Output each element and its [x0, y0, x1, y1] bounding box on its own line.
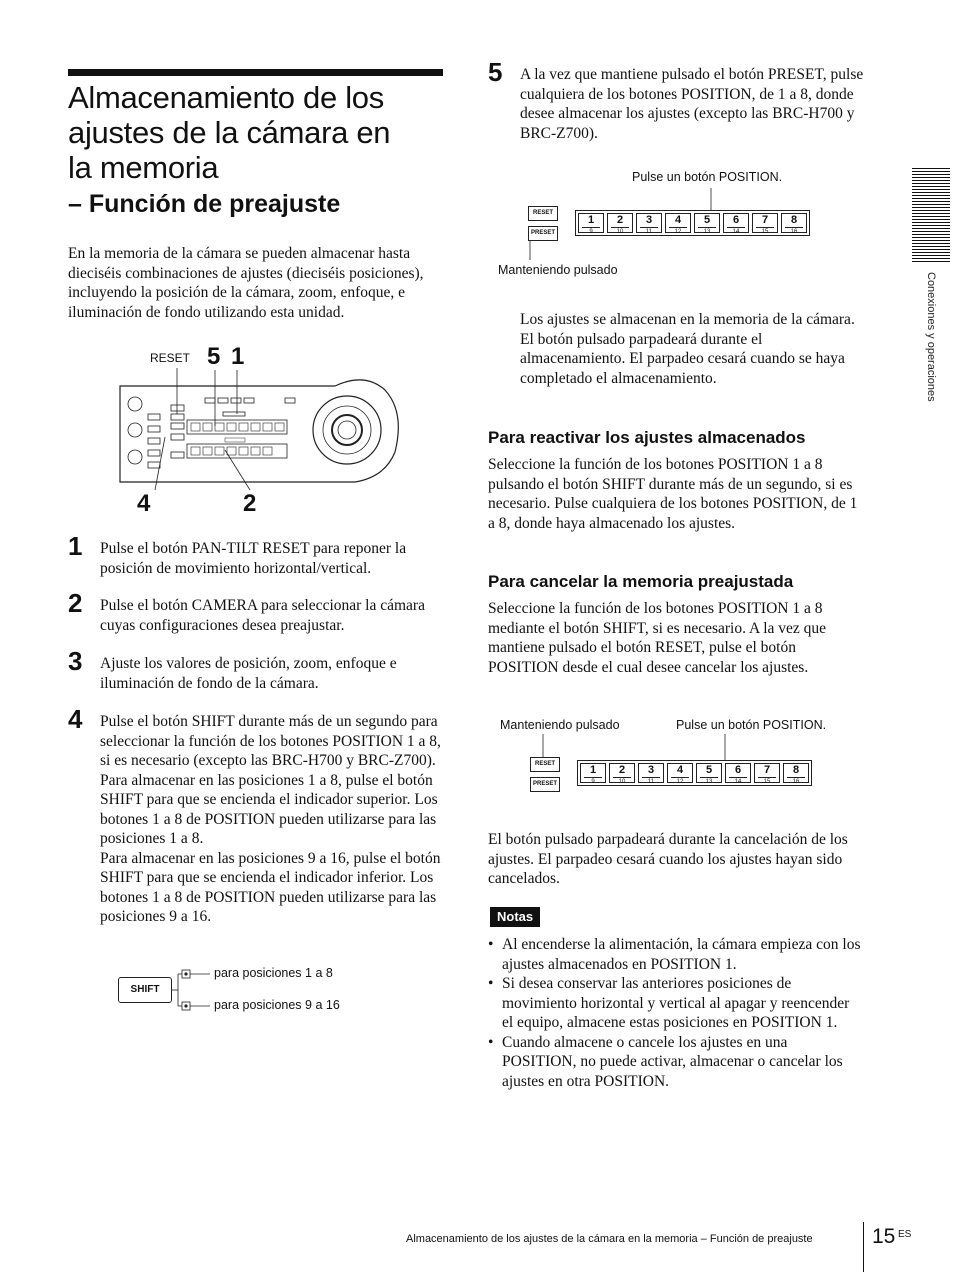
- cancel-position-4-bottom: 12: [671, 777, 689, 785]
- cancel-position-3-top: 3: [647, 764, 655, 776]
- position-button-1[interactable]: [578, 213, 604, 233]
- cancel-position-3-bottom: 11: [642, 777, 660, 785]
- position-button-4[interactable]: [665, 213, 691, 233]
- notes-list: [488, 935, 864, 1091]
- cancel-figure: [495, 716, 835, 801]
- position-2-bottom: 10: [611, 227, 629, 235]
- step-5-result: [520, 310, 865, 388]
- step-4-text-lower: Para almacenar en las posiciones 9 a 16, pulse el botón SHIFT para que se encienda el indicador inferior. Los botones 1 a 8 de POSITION pueden utilizarse para las posiciones 9 a 16.: [100, 849, 441, 925]
- step-3-number: 3: [68, 646, 83, 676]
- step-4-text-block: [100, 712, 446, 927]
- store-preset-button[interactable]: PRESET: [528, 226, 558, 241]
- position-button-5[interactable]: [694, 213, 720, 233]
- title-line-3: la memoria: [68, 150, 219, 185]
- store-position-row: [575, 210, 810, 236]
- step-5-text: A la vez que mantiene pulsado el botón PRESET, pulse cualquiera de los botones POSITION, de 1 a 8, donde desee almacenar los ajustes (excepto las BRC-H700 y BRC-Z700).: [520, 66, 864, 142]
- cancel-position-7-bottom: 15: [758, 777, 776, 785]
- position-4-bottom: 12: [669, 227, 687, 235]
- cancel-callout-hold: Manteniendo pulsado: [500, 718, 620, 732]
- title-line-1: Almacenamiento de los: [68, 80, 384, 115]
- shift-indicator-lines: [118, 962, 218, 1017]
- callout-5: 5: [207, 343, 221, 370]
- position-button-6[interactable]: [723, 213, 749, 233]
- cancel-position-button-7[interactable]: [754, 763, 780, 783]
- step-1-number: 1: [68, 531, 83, 561]
- cancel-position-2-top: 2: [618, 764, 626, 776]
- side-tab-label: Conexiones y operaciones: [925, 272, 937, 402]
- cancel-result-text: El botón pulsado parpadeará durante la cancelación de los ajustes. El parpadeo cesará cuando los ajustes hayan sido cancelados.: [488, 831, 848, 887]
- position-6-bottom: 14: [727, 227, 745, 235]
- position-2-top: 2: [616, 214, 624, 226]
- position-3-top: 3: [645, 214, 653, 226]
- note-item: • Si desea conservar las anteriores posiciones de movimiento horizontal y vertical al apagar y reencender el equipo, almacene estas posiciones en POSITION 1.: [488, 974, 864, 1033]
- step-4-text: Pulse el botón SHIFT durante más de un segundo para seleccionar la función de los botones POSITION 1 a 8, si es necesario (excepto las BRC-H700 y BRC-Z700).: [100, 713, 441, 769]
- page-language: ES: [898, 1229, 912, 1240]
- shift-figure: [118, 962, 378, 1017]
- reactivate-heading: Para reactivar los ajustes almacenados: [488, 428, 806, 447]
- step-5-number: 5: [488, 57, 503, 87]
- callout-2: 2: [243, 490, 257, 517]
- reset-callout: RESET: [150, 351, 191, 365]
- cancel-position-8-top: 8: [792, 764, 800, 776]
- page-subtitle: – Función de preajuste: [68, 190, 341, 218]
- position-1-bottom: 9: [582, 227, 600, 235]
- cancel-reset-button[interactable]: RESET: [530, 757, 560, 772]
- cancel-position-row: [577, 760, 812, 786]
- step-1-text: Pulse el botón PAN-TILT RESET para reponer la posición de movimiento horizontal/vertical.: [100, 540, 407, 577]
- note-item: • Al encenderse la alimentación, la cámara empieza con los ajustes almacenados en POSITION 1.: [488, 935, 864, 974]
- intro-paragraph: En la memoria de la cámara se pueden almacenar hasta dieciséis combinaciones de ajustes (dieciséis posiciones), incluyendo la posición de la cámara, zoom, enfoque, e iluminación de fondo utilizando esta unidad.: [68, 245, 424, 321]
- cancel-callout-position: Pulse un botón POSITION.: [676, 718, 827, 732]
- shift-button: SHIFT: [118, 977, 172, 1003]
- position-7-top: 7: [761, 214, 769, 226]
- cancel-position-7-top: 7: [763, 764, 771, 776]
- position-1-top: 1: [587, 214, 595, 226]
- cancel-position-5-bottom: 13: [700, 777, 718, 785]
- cancel-heading: Para cancelar la memoria preajustada: [488, 572, 794, 591]
- side-tab-stripes: [912, 168, 950, 264]
- position-8-top: 8: [790, 214, 798, 226]
- step-2-text: Pulse el botón CAMERA para seleccionar la cámara cuyas configuraciones desea preajustar.: [100, 597, 425, 634]
- controller-drawing: [115, 342, 405, 507]
- title-rule: [68, 69, 443, 76]
- step-5-result-1: Los ajustes se almacenan en la memoria de la cámara.: [520, 311, 855, 328]
- controller-figure: [115, 342, 405, 517]
- cancel-position-5-top: 5: [705, 764, 713, 776]
- page-number: 15: [872, 1225, 896, 1248]
- cancel-position-2-bottom: 10: [613, 777, 631, 785]
- step-3-text: Ajuste los valores de posición, zoom, enfoque e iluminación de fondo de la cámara.: [100, 655, 397, 692]
- cancel-text: Seleccione la función de los botones POSITION 1 a 8 mediante el botón SHIFT, si es necesario. A la vez que mantiene pulsado el botón RESET, pulse el botón POSITION desde el cual desee cancelar los ajustes.: [488, 600, 827, 676]
- position-button-3[interactable]: [636, 213, 662, 233]
- cancel-position-button-1[interactable]: [580, 763, 606, 783]
- cancel-position-button-4[interactable]: [667, 763, 693, 783]
- position-5-top: 5: [703, 214, 711, 226]
- title-line-2: ajustes de la cámara en: [68, 115, 391, 150]
- position-7-bottom: 15: [756, 227, 774, 235]
- cancel-position-6-top: 6: [734, 764, 742, 776]
- cancel-preset-button[interactable]: PRESET: [530, 777, 560, 792]
- cancel-reset-preset: [530, 757, 560, 792]
- shift-lower-label: para posiciones 9 a 16: [214, 998, 340, 1012]
- cancel-position-button-5[interactable]: [696, 763, 722, 783]
- note-item: • Cuando almacene o cancele los ajustes en una POSITION, no puede activar, almacenar o cancelar los ajustes en otra POSITION.: [488, 1033, 864, 1092]
- store-callout-position: Pulse un botón POSITION.: [632, 170, 783, 184]
- position-4-top: 4: [674, 214, 682, 226]
- footer-divider: [863, 1222, 864, 1272]
- cancel-position-button-6[interactable]: [725, 763, 751, 783]
- callout-1: 1: [231, 343, 245, 370]
- position-6-top: 6: [732, 214, 740, 226]
- store-reset-preset: [528, 206, 558, 241]
- store-callout-hold: Manteniendo pulsado: [498, 263, 618, 277]
- step-5-result-2: El botón pulsado parpadeará durante el almacenamiento. El parpadeo cesará cuando se haya completado el almacenamiento.: [520, 330, 845, 387]
- step-4-text-upper: Para almacenar en las posiciones 1 a 8, pulse el botón SHIFT para que se encienda el indicador superior. Los botones 1 a 8 de POSITION pueden utilizarse para las posiciones 1 a 8.: [100, 771, 438, 847]
- notes-badge: Notas: [490, 907, 540, 927]
- footer-running-title: Almacenamiento de los ajustes de la cámara en la memoria – Función de preajuste: [406, 1233, 813, 1245]
- position-8-bottom: 16: [785, 227, 803, 235]
- position-5-bottom: 13: [698, 227, 716, 235]
- step-4-number: 4: [68, 704, 83, 734]
- page-title: [68, 80, 448, 185]
- callout-4: 4: [137, 490, 151, 517]
- position-3-bottom: 11: [640, 227, 658, 235]
- store-figure: [495, 168, 835, 283]
- position-button-7[interactable]: [752, 213, 778, 233]
- position-button-8[interactable]: [781, 213, 807, 233]
- cancel-position-4-top: 4: [676, 764, 684, 776]
- cancel-position-1-top: 1: [589, 764, 597, 776]
- cancel-position-8-bottom: 16: [787, 777, 805, 785]
- position-button-2[interactable]: [607, 213, 633, 233]
- cancel-position-button-3[interactable]: [638, 763, 664, 783]
- step-2-number: 2: [68, 588, 83, 618]
- cancel-position-button-8[interactable]: [783, 763, 809, 783]
- cancel-position-1-bottom: 9: [584, 777, 602, 785]
- shift-upper-label: para posiciones 1 a 8: [214, 966, 333, 980]
- cancel-position-button-2[interactable]: [609, 763, 635, 783]
- cancel-position-6-bottom: 14: [729, 777, 747, 785]
- reactivate-text: Seleccione la función de los botones POSITION 1 a 8 pulsando el botón SHIFT durante más de un segundo, si es necesario. Pulse cualquiera de los botones POSITION, de 1 a 8, donde haya almacenado los ajustes.: [488, 456, 858, 532]
- store-reset-button[interactable]: RESET: [528, 206, 558, 221]
